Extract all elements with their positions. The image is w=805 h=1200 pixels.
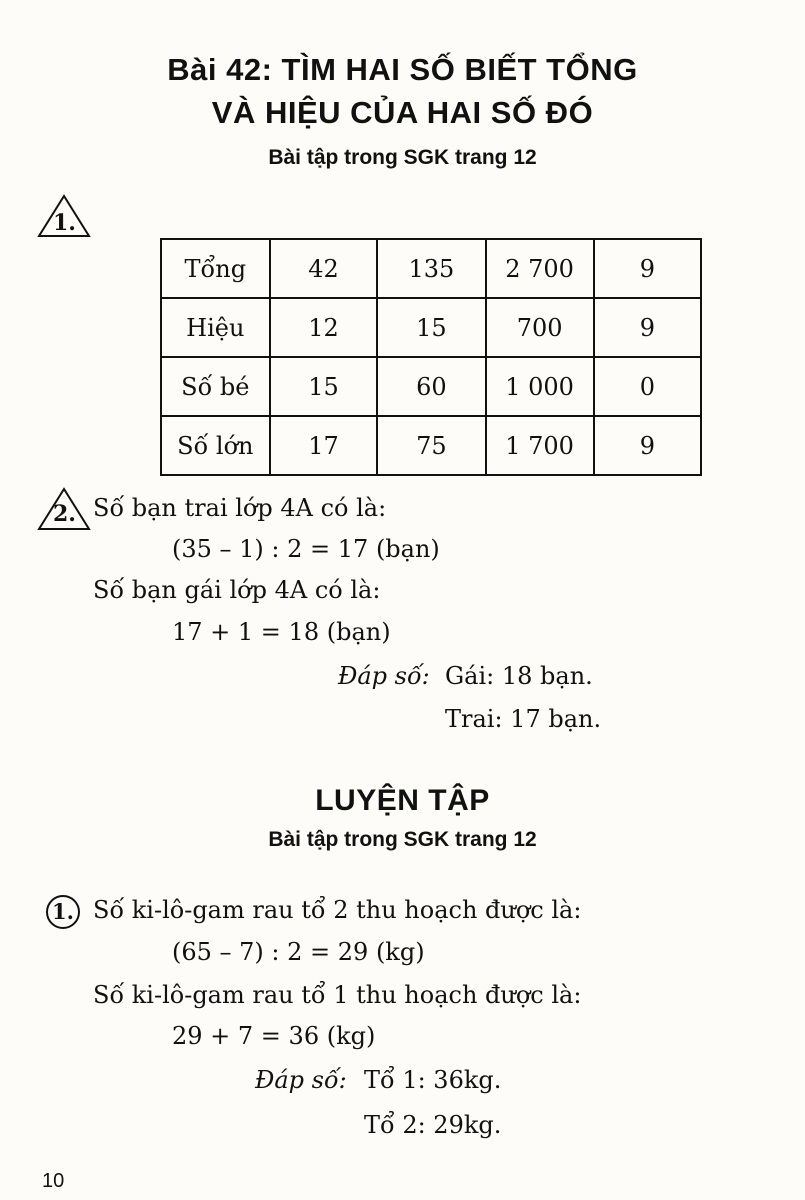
- lesson-subtitle: Bài tập trong SGK trang 12: [268, 146, 537, 169]
- table-cell: 17: [270, 416, 378, 475]
- exercise2-number: 2.: [53, 501, 76, 527]
- ex2-answer2: Trai: 17 bạn.: [445, 705, 602, 733]
- practice-answer2: Tổ 2: 29kg.: [364, 1111, 502, 1139]
- table-row-label: Tổng: [161, 239, 270, 298]
- table-row-label: Số bé: [161, 357, 270, 416]
- table-row-label: Hiệu: [161, 298, 270, 357]
- table-cell: 700: [486, 298, 594, 357]
- table-row: [161, 416, 701, 475]
- ex2-answer1: Gái: 18 bạn.: [445, 662, 593, 690]
- table-cell: 75: [377, 416, 485, 475]
- ex2-line3: Số bạn gái lớp 4A có là:: [93, 576, 381, 604]
- table-cell: 135: [377, 239, 485, 298]
- table-cell: 1 000: [486, 357, 594, 416]
- practice-line1: Số ki-lô-gam rau tổ 2 thu hoạch được là:: [93, 896, 582, 924]
- table-cell: 1 700: [486, 416, 594, 475]
- table-cell: 60: [377, 357, 485, 416]
- practice-answer-label: Đáp số:: [255, 1066, 347, 1094]
- table-row: [161, 357, 701, 416]
- practice-line2: (65 – 7) : 2 = 29 (kg): [172, 938, 425, 966]
- table-cell: 15: [377, 298, 485, 357]
- table-row: [161, 298, 701, 357]
- table-cell: 15: [270, 357, 378, 416]
- ex2-line1: Số bạn trai lớp 4A có là:: [93, 494, 387, 522]
- practice-line4: 29 + 7 = 36 (kg): [172, 1022, 376, 1050]
- table-cell: 2 700: [486, 239, 594, 298]
- table-row-label: Số lớn: [161, 416, 270, 475]
- table-cell: 0: [594, 357, 701, 416]
- ex2-answer-label: Đáp số:: [338, 662, 430, 690]
- table-cell: 9: [594, 416, 701, 475]
- practice-subtitle: Bài tập trong SGK trang 12: [268, 828, 537, 851]
- practice-line3: Số ki-lô-gam rau tổ 1 thu hoạch được là:: [93, 981, 582, 1009]
- practice-answer1: Tổ 1: 36kg.: [364, 1066, 502, 1094]
- table-cell: 9: [594, 239, 701, 298]
- page-number: 10: [42, 1170, 65, 1192]
- sum-difference-table: [160, 238, 702, 476]
- table-cell: 42: [270, 239, 378, 298]
- lesson-title-line1: Bài 42: TÌM HAI SỐ BIẾT TỔNG: [167, 52, 638, 87]
- table-cell: 9: [594, 298, 701, 357]
- table-row: [161, 239, 701, 298]
- table-cell: 12: [270, 298, 378, 357]
- ex2-line2: (35 – 1) : 2 = 17 (bạn): [172, 535, 440, 563]
- practice-ex1-number: 1.: [46, 895, 80, 929]
- lesson-title-line2: VÀ HIỆU CỦA HAI SỐ ĐÓ: [211, 95, 594, 130]
- exercise1-number: 1.: [53, 210, 76, 236]
- practice-title: LUYỆN TẬP: [315, 784, 490, 817]
- ex2-line4: 17 + 1 = 18 (bạn): [172, 618, 391, 646]
